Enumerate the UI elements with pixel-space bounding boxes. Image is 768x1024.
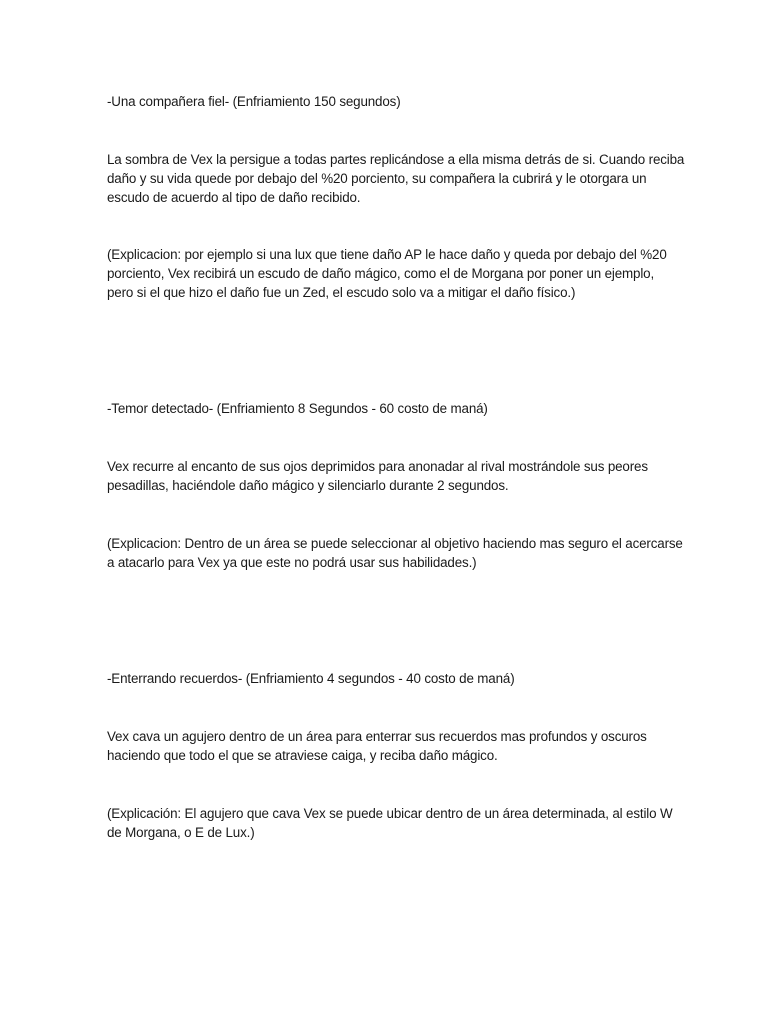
text-line: Vex cava un agujero dentro de un área para enterrar sus recuerdos mas profundos y oscuros — [107, 729, 647, 744]
text-line: (Explicacion: por ejemplo si una lux que tiene daño AP le hace daño y queda por debajo del %20 — [107, 247, 667, 262]
text-line: Vex recurre al encanto de sus ojos deprimidos para anonadar al rival mostrándole sus peores — [107, 459, 648, 474]
text-line: pero si el que hizo el daño fue un Zed, el escudo solo va a mitigar el daño físico.) — [107, 285, 576, 300]
text-line: a atacarlo para Vex ya que este no podrá usar sus habilidades.) — [107, 555, 477, 570]
text-line: La sombra de Vex la persigue a todas partes replicándose a ella misma detrás de si. Cuando reciba — [107, 152, 685, 167]
text-line: (Explicación: El agujero que cava Vex se puede ubicar dentro de un área determinada, al estilo W — [107, 806, 673, 821]
ability-3-explanation — [107, 804, 673, 842]
text-line: escudo de acuerdo al tipo de daño recibido. — [107, 190, 361, 205]
ability-1-explanation — [107, 245, 667, 302]
text-line: (Explicacion: Dentro de un área se puede seleccionar al objetivo haciendo mas seguro el acercarse — [107, 536, 683, 551]
text-line: pesadillas, haciéndole daño mágico y silenciarlo durante 2 segundos. — [107, 478, 509, 493]
text-line: de Morgana, o E de Lux.) — [107, 825, 255, 840]
text-line: porciento, Vex recibirá un escudo de daño mágico, como el de Morgana por poner un ejemplo, — [107, 266, 655, 281]
text-line: daño y su vida quede por debajo del %20 porciento, su compañera la cubrirá y le otorgara un — [107, 171, 647, 186]
text-line: haciendo que todo el que se atraviese caiga, y reciba daño mágico. — [107, 748, 498, 763]
ability-2-explanation — [107, 534, 683, 572]
ability-1-description — [107, 150, 685, 207]
ability-2-description — [107, 457, 667, 495]
ability-3-heading: -Enterrando recuerdos- (Enfriamiento 4 segundos - 40 costo de maná) — [107, 671, 515, 686]
ability-3-description — [107, 727, 667, 765]
ability-1-heading: -Una compañera fiel- (Enfriamiento 150 segundos) — [107, 94, 401, 109]
ability-2-heading: -Temor detectado- (Enfriamiento 8 Segundos - 60 costo de maná) — [107, 401, 488, 416]
